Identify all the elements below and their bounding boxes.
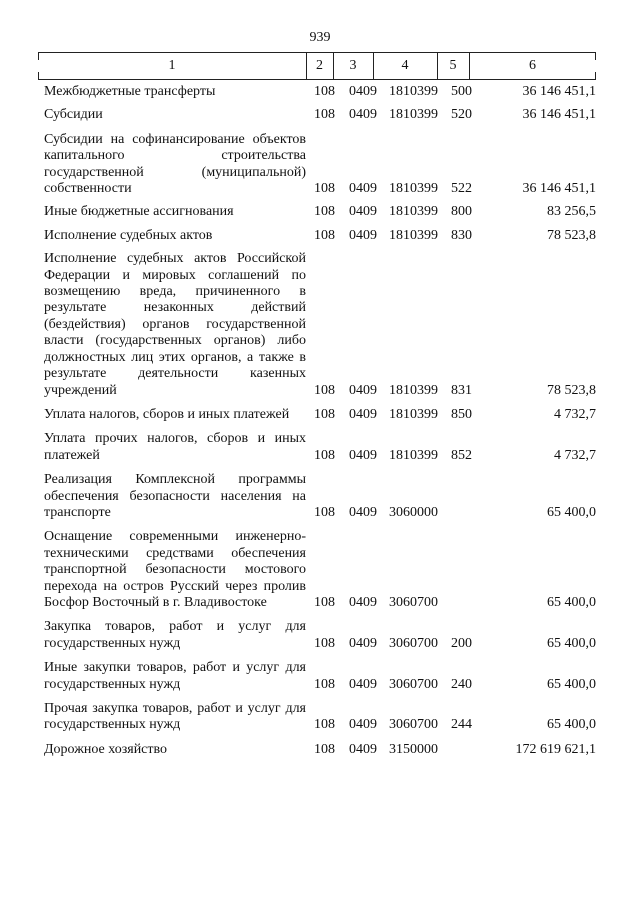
row-subsection: 0409 bbox=[349, 447, 377, 463]
row-article: 1810399 bbox=[389, 107, 438, 123]
row-sum: 36 146 451,1 bbox=[522, 107, 596, 123]
row-subsection: 0409 bbox=[349, 741, 377, 757]
row-name: Закупка товаров, работ и услуг для государственных нужд bbox=[44, 619, 306, 651]
row-article: 1810399 bbox=[389, 181, 438, 197]
row-section: 108 bbox=[314, 676, 335, 692]
table-row bbox=[0, 529, 640, 611]
table-row bbox=[0, 251, 640, 399]
row-name: Межбюджетные трансферты bbox=[44, 84, 216, 99]
table-row bbox=[0, 701, 640, 734]
row-expense-type: 800 bbox=[451, 204, 472, 220]
row-subsection: 0409 bbox=[349, 107, 377, 123]
row-expense-type: 850 bbox=[451, 406, 472, 422]
header-col-3: 3 bbox=[349, 58, 357, 73]
row-article: 1810399 bbox=[389, 382, 438, 398]
row-article: 1810399 bbox=[389, 447, 438, 463]
row-article: 3060700 bbox=[389, 676, 438, 692]
row-article: 3150000 bbox=[389, 741, 438, 757]
header-col-4: 4 bbox=[401, 58, 409, 73]
header-col-2: 2 bbox=[316, 58, 323, 73]
table-row bbox=[0, 204, 640, 220]
row-subsection: 0409 bbox=[349, 594, 377, 610]
row-section: 108 bbox=[314, 504, 335, 520]
row-subsection: 0409 bbox=[349, 382, 377, 398]
row-subsection: 0409 bbox=[349, 504, 377, 520]
row-name: Дорожное хозяйство bbox=[44, 741, 168, 757]
table-row bbox=[0, 84, 640, 100]
row-article: 3060000 bbox=[389, 504, 438, 520]
row-name: Уплата налогов, сборов и иных платежей bbox=[44, 406, 290, 422]
row-section: 108 bbox=[314, 227, 335, 243]
row-sum: 83 256,5 bbox=[547, 204, 596, 220]
row-sum: 65 400,0 bbox=[547, 594, 596, 610]
row-section: 108 bbox=[314, 717, 335, 733]
row-sum: 36 146 451,1 bbox=[522, 181, 596, 197]
row-subsection: 0409 bbox=[349, 84, 377, 99]
row-subsection: 0409 bbox=[349, 227, 377, 243]
row-sum: 65 400,0 bbox=[547, 676, 596, 692]
row-subsection: 0409 bbox=[349, 717, 377, 733]
row-expense-type: 240 bbox=[451, 676, 472, 692]
table-header bbox=[38, 52, 596, 80]
row-article: 1810399 bbox=[389, 227, 438, 243]
row-sum: 4 732,7 bbox=[554, 406, 596, 422]
row-section: 108 bbox=[314, 447, 335, 463]
table-row bbox=[0, 107, 640, 123]
row-name: Иные закупки товаров, работ и услуг для государственных нужд bbox=[44, 660, 306, 692]
row-expense-type: 520 bbox=[451, 107, 472, 123]
row-sum: 65 400,0 bbox=[547, 504, 596, 520]
table-row bbox=[0, 660, 640, 693]
row-expense-type: 500 bbox=[451, 84, 472, 99]
row-name: Уплата прочих налогов, сборов и иных платежей bbox=[44, 431, 306, 463]
row-sum: 172 619 621,1 bbox=[515, 741, 596, 757]
row-article: 1810399 bbox=[389, 406, 438, 422]
row-sum: 4 732,7 bbox=[554, 447, 596, 463]
table-row bbox=[0, 742, 640, 758]
row-sum: 78 523,8 bbox=[547, 382, 596, 398]
table-row bbox=[0, 228, 640, 244]
row-name: Реализация Комплексной программы обеспечения безопасности населения на транспорте bbox=[44, 472, 306, 520]
row-expense-type: 522 bbox=[451, 181, 472, 197]
row-sum: 65 400,0 bbox=[547, 635, 596, 651]
row-name: Иные бюджетные ассигнования bbox=[44, 204, 234, 220]
row-name: Исполнение судебных актов bbox=[44, 227, 213, 243]
row-article: 3060700 bbox=[389, 635, 438, 651]
header-col-5: 5 bbox=[449, 58, 457, 73]
row-sum: 36 146 451,1 bbox=[522, 84, 596, 99]
row-section: 108 bbox=[314, 382, 335, 398]
row-expense-type: 830 bbox=[451, 227, 472, 243]
table-row bbox=[0, 431, 640, 464]
row-subsection: 0409 bbox=[349, 635, 377, 651]
row-section: 108 bbox=[314, 594, 335, 610]
row-expense-type: 831 bbox=[451, 382, 472, 398]
row-expense-type: 244 bbox=[451, 717, 472, 733]
page-number: 939 bbox=[309, 30, 331, 45]
row-expense-type: 200 bbox=[451, 635, 472, 651]
table-row bbox=[0, 472, 640, 521]
row-section: 108 bbox=[314, 741, 335, 757]
row-name: Субсидии на софинансирование объектов капитального строительства государственной (муниципальной) собственности bbox=[44, 131, 306, 197]
row-article: 3060700 bbox=[389, 717, 438, 733]
row-subsection: 0409 bbox=[349, 181, 377, 197]
row-name: Прочая закупка товаров, работ и услуг для государственных нужд bbox=[44, 701, 306, 733]
row-subsection: 0409 bbox=[349, 676, 377, 692]
row-section: 108 bbox=[314, 204, 335, 220]
header-col-1: 1 bbox=[168, 58, 176, 73]
table-row bbox=[0, 132, 640, 198]
table-body bbox=[0, 84, 640, 758]
row-subsection: 0409 bbox=[349, 204, 377, 220]
row-section: 108 bbox=[314, 181, 335, 197]
row-article: 1810399 bbox=[389, 84, 438, 99]
row-subsection: 0409 bbox=[349, 406, 377, 422]
row-section: 108 bbox=[314, 107, 335, 123]
table-row bbox=[0, 619, 640, 652]
row-section: 108 bbox=[314, 635, 335, 651]
row-section: 108 bbox=[314, 406, 335, 422]
row-sum: 78 523,8 bbox=[547, 227, 596, 243]
row-sum: 65 400,0 bbox=[547, 717, 596, 733]
row-article: 1810399 bbox=[389, 204, 438, 220]
row-section: 108 bbox=[314, 84, 335, 99]
header-col-6: 6 bbox=[529, 58, 536, 73]
row-name: Субсидии bbox=[44, 107, 103, 123]
row-article: 3060700 bbox=[389, 594, 438, 610]
row-expense-type: 852 bbox=[451, 447, 472, 463]
table-row bbox=[0, 407, 640, 423]
row-name: Оснащение современными инженерно-техническими средствами обеспечения транспортной безопасности мостового перехода на остров Русский через пролив Босфор Восточный в г. Владивостоке bbox=[44, 529, 306, 610]
row-name: Исполнение судебных актов Российской Федерации и мировых соглашений по возмещению вреда, причиненного в результате незаконных действий (бездействия) органов государственной власти (государственных органов) либо должностных лиц этих органов, а также в результате деятельности казенных учреждений bbox=[44, 251, 306, 398]
